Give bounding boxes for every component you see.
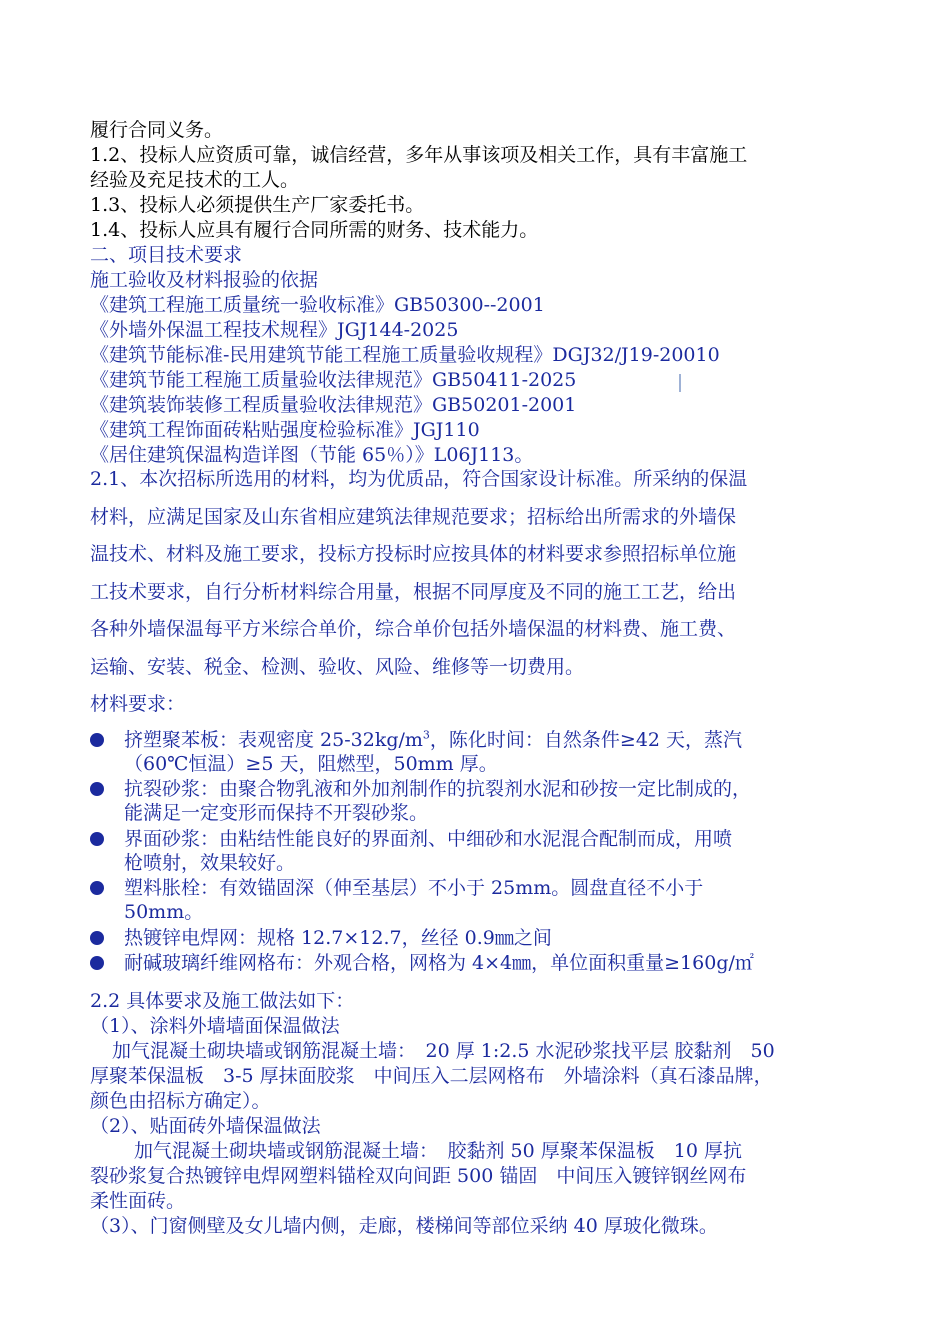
paragraph-line: 工技术要求，自行分析材料综合用量，根据不同厚度及不同的施工工艺，给出 [90,581,737,603]
standard-item: 《建筑节能工程施工质量验收法律规范》GB50411-2025 [90,369,577,391]
method-title: （1）、涂料外墙墙面保温做法 [90,1015,340,1037]
bullet-icon [90,881,104,895]
paragraph-line: 材料，应满足国家及山东省相应建筑法律规范要求；招标给出所需求的外墙保 [90,506,737,528]
paragraph-line: 2.1、本次招标所选用的材料，均为优质品，符合国家设计标准。所采纳的保温 [90,468,748,490]
text-line: 1.2、投标人应资质可靠，诚信经营，多年从事该项及相关工作，具有丰富施工 [90,144,748,166]
text-cursor [679,374,681,392]
method-title: （3）、门窗侧壁及女儿墙内侧，走廊，楼梯间等部位采纳 40 厚玻化微珠。 [90,1215,718,1237]
method-text: 柔性面砖。 [90,1190,186,1212]
material-item: 界面砂浆：由粘结性能良好的界面剂、中细砂和水泥混合配制而成，用喷 枪喷射，效果较好。 [90,827,870,877]
standard-item: 《外墙外保温工程技术规程》JGJ144-2025 [90,319,459,341]
bullet-icon [90,733,104,747]
method-text: 裂砂浆复合热镀锌电焊网塑料锚栓双向间距 500 锚固 中间压入镀锌钢丝网布 [90,1165,747,1187]
method-text: 加气混凝土砌块墙或钢筋混凝土墙： 胶黏剂 50 厚聚苯保温板 10 厚抗 [134,1140,742,1162]
standard-item: 《建筑装饰装修工程质量验收法律规范》GB50201-2001 [90,394,577,416]
standard-item: 《建筑节能标准-民用建筑节能工程施工质量验收规程》DGJ32/J19-20010 [90,344,720,366]
method-text: 厚聚苯保温板 3-5 厚抹面胶浆 中间压入二层网格布 外墙涂料（真石漆品牌， [90,1065,773,1087]
bullet-icon [90,931,104,945]
paragraph-line: 温技术、材料及施工要求，投标方投标时应按具体的材料要求参照招标单位施 [90,543,737,565]
text-line: 履行合同义务。 [90,119,224,141]
subheading: 施工验收及材料报验的依据 [90,269,319,291]
bullet-icon [90,782,104,796]
standard-item: 《居住建筑保温构造详图（节能 65％）》L06J113。 [90,444,534,466]
method-text: 加气混凝土砌块墙或钢筋混凝土墙： 20 厚 1:2.5 水泥砂浆找平层 胶黏剂 50 [112,1040,775,1062]
text-line: 1.4、投标人应具有履行合同所需的财务、技术能力。 [90,219,539,241]
standard-item: 《建筑工程饰面砖粘贴强度检验标准》JGJ110 [90,419,480,441]
paragraph-line: 各种外墙保温每平方米综合单价，综合单价包括外墙保温的材料费、施工费、 [90,618,737,640]
section-heading: 2.2 具体要求及施工做法如下： [90,990,355,1012]
material-item: 抗裂砂浆：由聚合物乳液和外加剂制作的抗裂剂水泥和砂按一定比制成的， 能满足一定变形而保持不开裂砂浆。 [90,777,870,827]
section-heading: 二、项目技术要求 [90,244,243,266]
material-item: 挤塑聚苯板：表观密度 $25-32kg/m^3$，陈化时间：自然条件≥42 天，蒸汽 （60℃恒温）≥5 天，阻燃型，50mm 厚。 [90,728,870,778]
method-text: 颜色由招标方确定）。 [90,1090,271,1112]
text-line: 1.3、投标人必须提供生产厂家委托书。 [90,194,425,216]
method-title: （2）、贴面砖外墙保温做法 [90,1115,321,1137]
bullet-icon [90,956,104,970]
standard-item: 《建筑工程施工质量统一验收标准》GB50300--2001 [90,294,545,316]
material-item: 耐碱玻璃纤维网格布：外观合格，网格为 4×4㎜，单位面积重量≥160g/㎡ [90,951,870,976]
material-item: 热镀锌电焊网：规格 12.7×12.7，丝径 0.9㎜之间 [90,926,870,951]
paragraph-line: 运输、安装、税金、检测、验收、风险、维修等一切费用。 [90,656,585,678]
bullet-icon [90,832,104,846]
subheading: 材料要求： [90,693,186,715]
text-line: 经验及充足技术的工人。 [90,169,300,191]
material-item: 塑料胀栓：有效锚固深（伸至基层）不小于 25mm。圆盘直径不小于 50mm。 [90,876,870,926]
